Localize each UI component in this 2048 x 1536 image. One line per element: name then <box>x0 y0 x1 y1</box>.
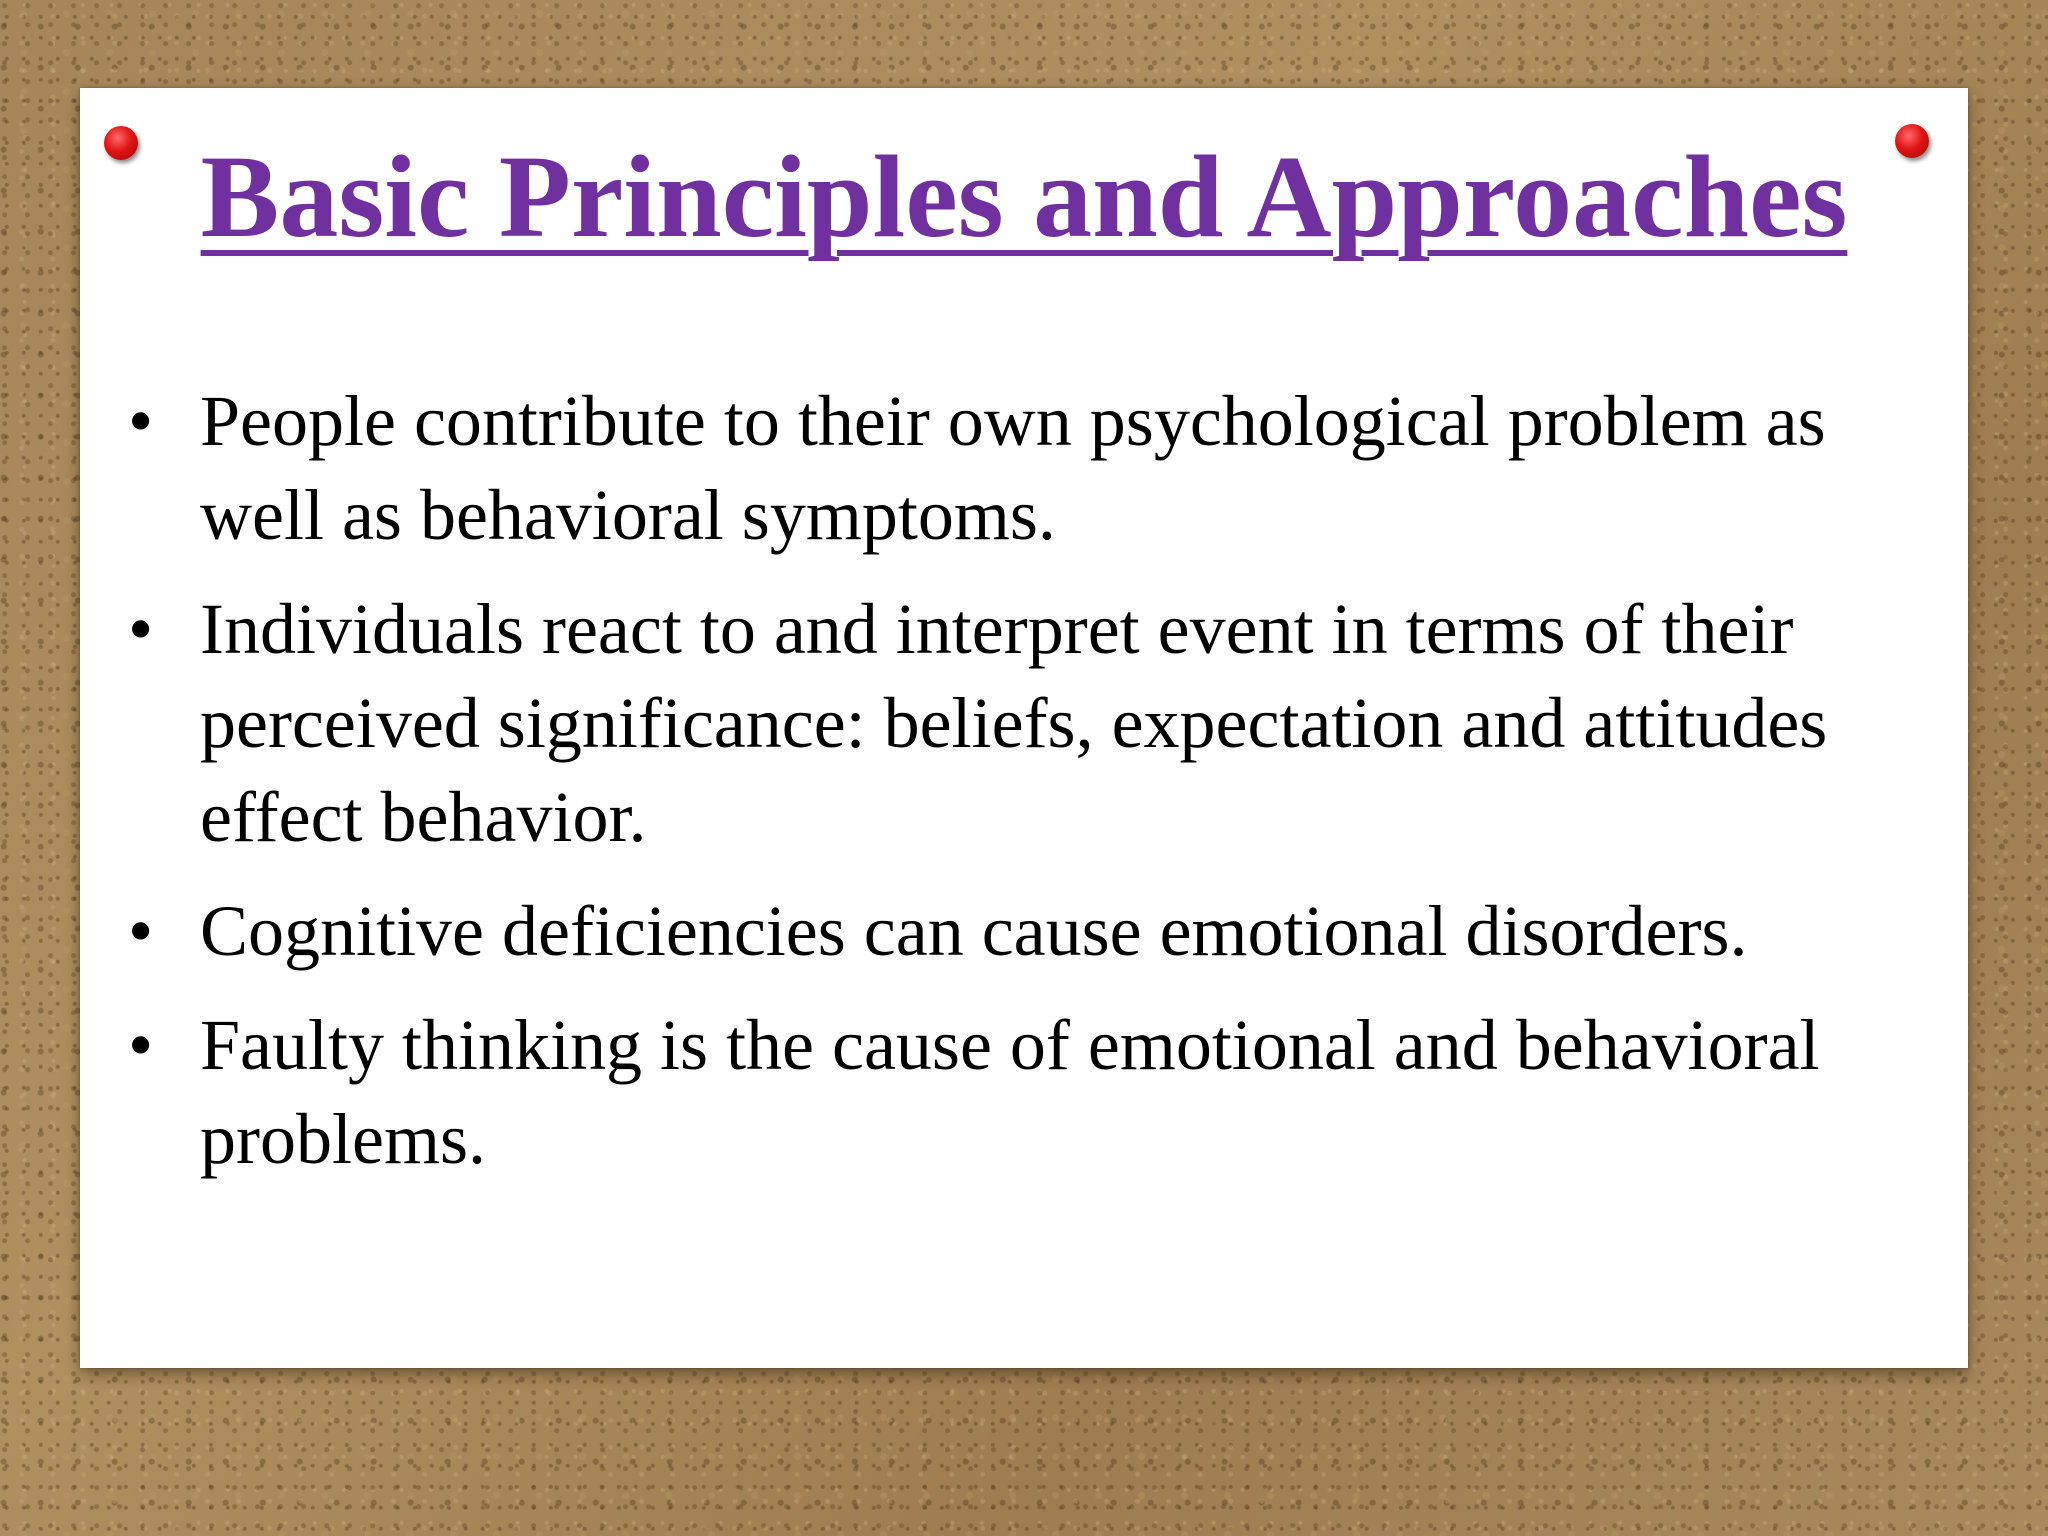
bullet-item <box>116 374 1946 562</box>
bullet-text: Cognitive deficiencies can cause emotional disorders. <box>200 891 1748 971</box>
bullet-list <box>116 374 1946 1206</box>
bullet-dot-icon: • <box>128 1005 154 1085</box>
bullet-dot-icon: • <box>128 381 154 461</box>
bullet-item <box>116 998 1946 1186</box>
bullet-item <box>116 582 1946 864</box>
bullet-dot-icon: • <box>128 589 154 669</box>
bullet-text: People contribute to their own psychological problem as well as behavioral symptoms. <box>200 381 1826 555</box>
bullet-text: Individuals react to and interpret event in terms of their perceived significance: beliefs, expectation and attitudes effect behavior. <box>200 589 1828 857</box>
bullet-text: Faulty thinking is the cause of emotional and behavioral problems. <box>200 1005 1820 1179</box>
bullet-item <box>116 884 1946 978</box>
slide-title: Basic Principles and Approaches <box>200 131 1848 262</box>
bullet-dot-icon: • <box>128 891 154 971</box>
